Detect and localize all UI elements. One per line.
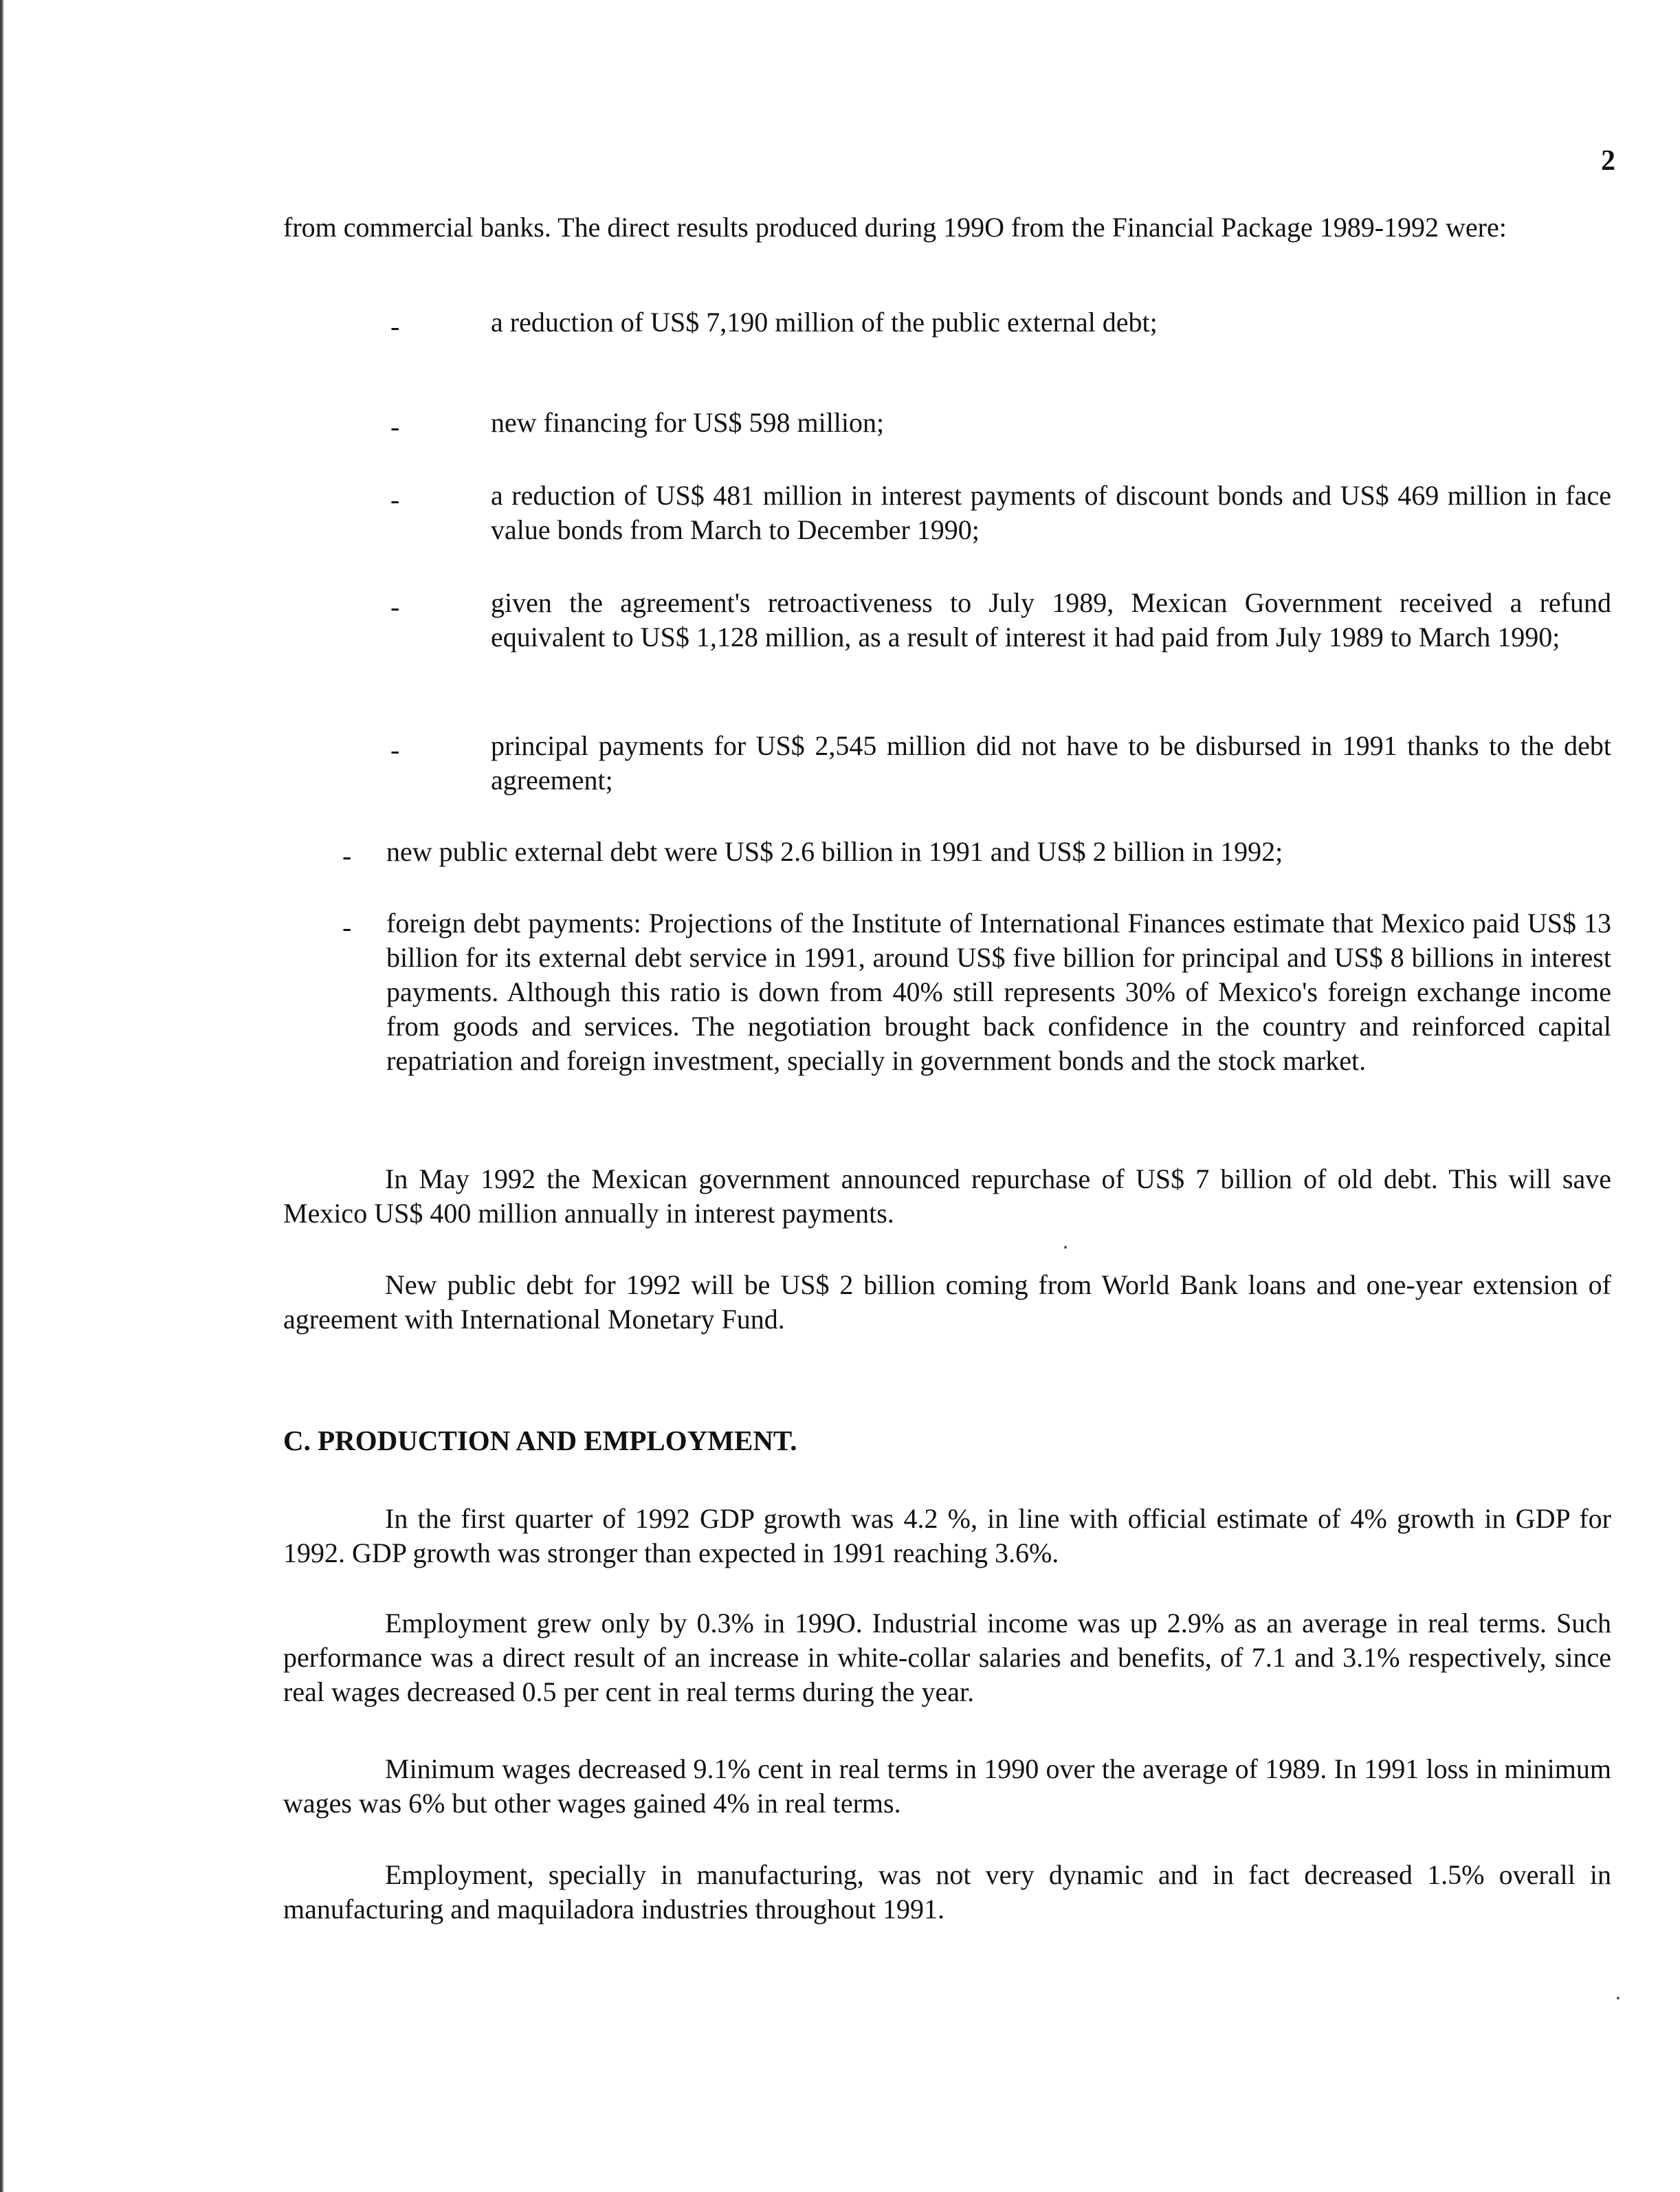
dash-marker: - (390, 484, 400, 515)
sub-item-3: a reduction of US$ 481 million in interest payments of discount bonds and US$ 469 million in face value bonds from March to December 1990; (491, 480, 1611, 545)
debt-paragraph-1: In May 1992 the Mexican government announced repurchase of US$ 7 billion of old debt. This will save Mexico US$ 400 million annually in interest payments. (283, 1163, 1611, 1229)
main-item-1: new public external debt were US$ 2.6 billion in 1991 and US$ 2 billion in 1992; (386, 836, 1283, 867)
production-paragraph-3: Minimum wages decreased 9.1% cent in real terms in 1990 over the average of 1989. In 1991 loss in minimum wages was 6% but other wages gained 4% in real terms. (283, 1753, 1611, 1819)
intro-paragraph: from commercial banks. The direct results produced during 199O from the Financial Package 1989-1992 were: (283, 212, 1507, 243)
scan-edge-line (0, 0, 4, 2192)
production-paragraph-1: In the first quarter of 1992 GDP growth was 4.2 %, in line with official estimate of 4% growth in GDP for 1992. GDP growth was stronger than expected in 1991 reaching 3.6%. (283, 1503, 1611, 1568)
sub-item-2: new financing for US$ 598 million; (491, 407, 885, 438)
page-number: 2 (1601, 145, 1615, 177)
sub-item-4: given the agreement's retroactiveness to July 1989, Mexican Government received a refund equivalent to US$ 1,128 million, as a result of interest it had paid from July 1989 to March 1990; (491, 587, 1611, 653)
production-paragraph-4: Employment, specially in manufacturing, was not very dynamic and in fact decreased 1.5% overall in manufacturing and maquiladora industries throughout 1991. (283, 1859, 1611, 1925)
production-paragraph-2: Employment grew only by 0.3% in 199O. Industrial income was up 2.9% as an average in real terms. Such performance was a direct result of an increase in white-collar salaries and benefits, of 7.1 and 3.1% respectively, since real wages decreased 0.5 per cent in real terms during the year. (283, 1608, 1611, 1707)
sub-item-5: principal payments for US$ 2,545 million did not have to be disbursed in 1991 thanks to the debt agreement; (491, 730, 1611, 796)
dash-marker: - (390, 311, 400, 342)
dash-marker: - (342, 840, 352, 871)
dash-marker: - (390, 591, 400, 622)
scan-speck (1617, 1997, 1620, 1999)
sub-item-1: a reduction of US$ 7,190 million of the public external debt; (491, 307, 1158, 338)
debt-paragraph-2: New public debt for 1992 will be US$ 2 billion coming from World Bank loans and one-year extension of agreement with International Monetary Fund. (283, 1269, 1611, 1335)
scan-speck (1064, 1246, 1067, 1249)
dash-marker: - (342, 912, 352, 943)
dash-marker: - (390, 734, 400, 765)
main-item-2: foreign debt payments: Projections of the Institute of International Finances estimate that Mexico paid US$ 13 billion for its external debt service in 1991, around US$ five billion for principal and US$ 8 billions in interest payments. Although this ratio is down from 40% still represents 30% of Mexico's foreign exchange income from goods and services. The negotiation brought back confidence in the country and reinforced capital repatriation and foreign investment, specially in government bonds and the stock market. (386, 908, 1611, 1076)
section-heading: C. PRODUCTION AND EMPLOYMENT. (283, 1425, 797, 1456)
dash-marker: - (390, 411, 400, 442)
